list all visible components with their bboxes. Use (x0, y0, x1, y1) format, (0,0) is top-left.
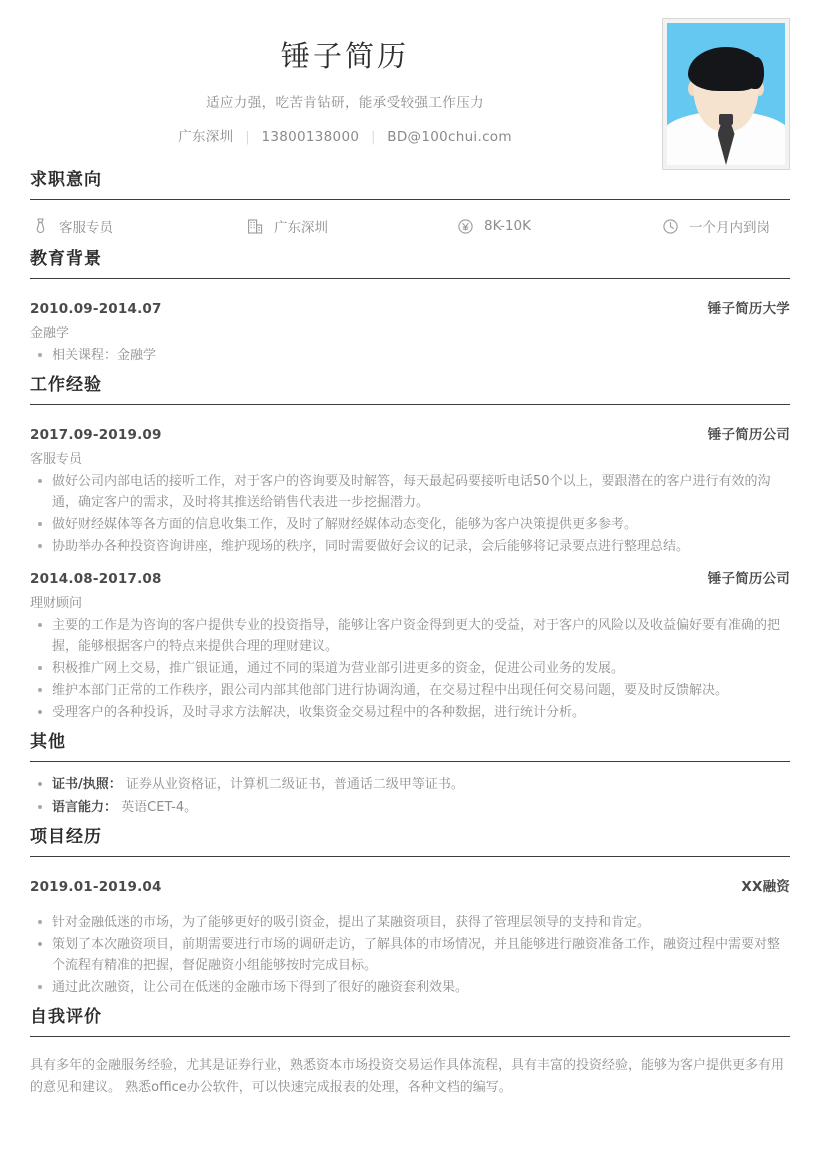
section-other (30, 727, 790, 817)
section-divider (30, 278, 790, 279)
contact-line (30, 125, 660, 145)
work-entry (30, 417, 790, 557)
list-item (30, 345, 790, 366)
avatar-hair-side (748, 57, 764, 89)
intent-label-salary: 8K-10K (484, 218, 531, 234)
clock-icon (660, 217, 680, 235)
bullet-text: 相关课程：金融学 (52, 348, 157, 363)
work-entry (30, 561, 790, 723)
list-item (30, 615, 790, 657)
list-item (30, 536, 790, 557)
avatar (667, 23, 785, 165)
section-project-experience (30, 822, 790, 998)
bullet-text: 主要的工作是为咨询的客户提供专业的投资指导，能够让客户资金得到更大的受益，对于客户的风险以及收益偏好要有准确的把握，能够根据客户的特点来提供合理的理财建议。 (52, 618, 781, 655)
intent-item-location (245, 216, 455, 236)
bullet-label: 证书/执照： (52, 777, 122, 793)
intent-item-salary (455, 217, 660, 235)
bullet-text: 受理客户的各种投诉，及时寻求方法解决，收集资金交易过程中的各种数据，进行统计分析。 (52, 705, 586, 721)
list-item (30, 702, 790, 723)
bullet-text: 协助举办各种投资咨询讲座，维护现场的秩序，同时需要做好会议的记录，会后能够将记录要点进行整理总结。 (52, 539, 690, 555)
section-job-intent (30, 165, 790, 242)
list-item (30, 471, 790, 513)
entry-bullet-list (30, 471, 790, 557)
other-bullet-list (30, 774, 790, 817)
resume-header (30, 0, 790, 165)
contact-separator: | (370, 129, 376, 146)
section-title-project-experience: 项目经历 (30, 826, 102, 847)
list-item (30, 680, 790, 701)
self-evaluation-text: 具有多年的金融服务经验，尤其是证券行业，熟悉资本市场投资交易运作具体流程，具有丰富的投资经验，能够为客户提供更多有用的意见和建议。 熟悉office办公软件，可以快速完成报表的处理，各种文档的编写。 (30, 1057, 785, 1096)
section-title-other: 其他 (30, 732, 66, 753)
education-entry (30, 291, 790, 366)
project-entry (30, 869, 790, 998)
entry-header (30, 291, 790, 317)
bullet-text: 英语CET-4。 (117, 799, 198, 815)
bullet-text: 积极推广网上交易，推广银证通，通过不同的渠道为营业部引进更多的资金，促进公司业务的发展。 (52, 661, 625, 677)
entry-subtitle: 金融学 (30, 326, 70, 341)
entry-subtitle: 客服专员 (30, 452, 83, 468)
avatar-frame (662, 18, 790, 170)
bullet-text: 针对金融低迷的市场，为了能够更好的吸引资金，提出了某融资项目，获得了管理层领导的支持和肯定。 (52, 914, 651, 930)
section-divider (30, 404, 790, 405)
section-divider (30, 199, 790, 200)
entry-subtitle: 理财顾问 (30, 596, 83, 612)
entry-bullet-list (30, 912, 790, 998)
list-item (30, 658, 790, 679)
bullet-text: 通过此次融资，让公司在低迷的金融市场下得到了很好的融资套利效果。 (52, 979, 469, 995)
section-title-self-evaluation: 自我评价 (30, 1006, 102, 1027)
section-divider (30, 1036, 790, 1037)
list-item (30, 977, 790, 998)
entry-organization: 锤子简历大学 (707, 301, 790, 317)
section-divider (30, 856, 790, 857)
list-item (30, 934, 790, 976)
intent-label-availability: 一个月内到岗 (689, 220, 770, 236)
job-intent-row (30, 212, 790, 242)
entry-organization: 锤子简历公司 (707, 571, 790, 588)
entry-header (30, 561, 790, 587)
list-item (30, 514, 790, 535)
contact-separator: | (244, 129, 250, 146)
contact-phone: 13800138000 (261, 129, 360, 146)
page-title: 锤子简历 (280, 39, 409, 73)
intent-item-availability (660, 216, 790, 236)
entry-header (30, 869, 790, 895)
section-education (30, 244, 790, 366)
list-item (30, 774, 790, 795)
bullet-text: 维护本部门正常的工作秩序，跟公司内部其他部门进行协调沟通，在交易过程中出现任何交易问题，要及时反馈解决。 (52, 683, 729, 699)
entry-bullet-list (30, 615, 790, 723)
section-title-work-experience: 工作经验 (30, 375, 102, 396)
building-icon (245, 217, 265, 235)
intent-item-position (30, 216, 245, 236)
bullet-text: 证券从业资格证，计算机二级证书，普通话二级甲等证书。 (121, 777, 464, 793)
bullet-text: 策划了本次融资项目，前期需要进行市场的调研走访，了解具体的市场情况，并且能够进行融资准备工作，融资过程中需要对整个流程有精准的把握，督促融资小组能够按时完成目标。 (52, 936, 781, 973)
entry-date: 2014.08-2017.08 (30, 571, 162, 588)
entry-date: 2017.09-2019.09 (30, 427, 162, 444)
intent-label-location: 广东深圳 (274, 220, 328, 236)
entry-organization: XX融资 (741, 878, 790, 895)
section-divider (30, 761, 790, 762)
section-title-education: 教育背景 (30, 249, 102, 269)
bullet-label: 语言能力： (52, 799, 118, 815)
list-item (30, 797, 790, 818)
entry-bullet-list (30, 345, 790, 366)
intent-label-position: 客服专员 (59, 220, 113, 236)
salary-icon (455, 217, 475, 235)
bullet-text: 做好公司内部电话的接听工作，对于客户的咨询要及时解答，每天最起码要接听电话50个以上，要跟潜在的客户进行有效的沟通，确定客户的需求，及时将其推送给销售代表进一步挖掘潜力。 (52, 474, 771, 511)
list-item (30, 912, 790, 933)
contact-email: BD@100chui.com (387, 129, 512, 146)
bullet-text: 做好财经媒体等各方面的信息收集工作，及时了解财经媒体动态变化，能够为客户决策提供更多参考。 (52, 517, 638, 533)
spacer (30, 895, 790, 909)
header-tagline: 适应力强，吃苦肯钻研，能承受较强工作压力 (206, 95, 484, 112)
section-work-experience (30, 370, 790, 723)
contact-location: 广东深圳 (178, 129, 234, 146)
section-title-job-intent: 求职意向 (30, 170, 102, 190)
entry-organization: 锤子简历公司 (707, 427, 790, 444)
tie-icon (30, 217, 50, 235)
entry-date: 2010.09-2014.07 (30, 301, 162, 317)
section-self-evaluation (30, 1002, 790, 1100)
entry-date: 2019.01-2019.04 (30, 878, 162, 895)
entry-header (30, 417, 790, 443)
